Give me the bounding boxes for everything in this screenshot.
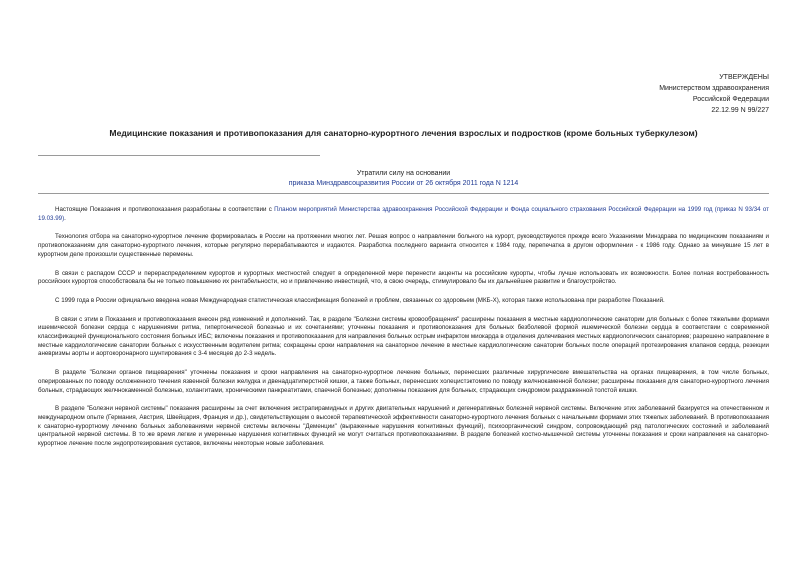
paragraph-4: С 1999 года в России официально введена новая Международная статистическая классификация болезней и проблем, связанных со здоровьем (МКБ-Х), которая также использована при разработке Показаний. [55, 296, 665, 304]
paragraph-2: Технология отбора на санаторно-курортное лечение формировалась в России на протяжении многих лет. Решая вопрос о направлении больного на курорт, руководствуются прежде всего Указаниями Минздрава по медицинским показаниям и противопоказаниям для санаторно-курортного лечения, которые регулярно перерабатываются и издаются. Разработка последнего варианта относится к 1984 году, перепечатка в другом оформлении - к 1986 году. Однако за минувшие 15 лет в курортном деле произошли существенные перемены. [38, 233, 769, 258]
annulled-note: Утратили силу на основании [356, 170, 451, 177]
paragraph-1 [38, 206, 769, 223]
paragraph-6: В разделе "Болезни органов пищеварения" уточнены показания и сроки направления на санаторно-курортное лечение больных, перенесших различные хирургические вмешательства на органах пищеварения, в том числе больных, оперированных по поводу осложненного течения язвенной болезни желудка и двенадцатиперстной кишки, а также больных, перенесших холецистэктомию по поводу желчнокаменной болезни; расширены показания для санаторно-курортного лечения больных, страдающих желчнокаменной болезнью, холангитами, хроническими панкреатитами, спаечной болезнью; дополнены показания для больных, страдающих синдромом раздраженной толстой кишки. [38, 369, 769, 394]
paragraph-1-text: Настоящие Показания и противопоказания разработаны в соответствии с [55, 206, 275, 213]
approval-stamp [659, 72, 769, 116]
paragraph-3: В связи с распадом СССР и перераспределением курортов и курортных местностей следует в определенной мере перенести акценты на российские курорты, чтобы лучше использовать их возможности. Более полная востребованность российских курортов способствовала бы не только повышению их рентабельности, но и привлечению инвестиций, что, в свою очередь, стимулировало бы их дальнейшее развитие и благоустройство. [38, 269, 769, 286]
paragraph-5: В связи с этим в Показания и противопоказания внесен ряд изменений и дополнений. Так, в разделе "Болезни системы кровообращения" расширены показания в местные кардиологические санатории для больных с более тяжелыми формами ишемической болезни сердца с нарушениями ритма, гипертонической болезнью и их сочетаниями; уточнены показания и противопоказания для больных безболевой формой ишемической болезни сердца в соответствии с современной классификацией функционального состояния больных ИБС; включены показания и противопоказания для направления больных острым инфарктом миокарда в отделения долечивания местных кардиологических санаториев; разрешено направление в местные кардиологические санатории больных с искусственным водителем ритма; сокращены сроки направления на санаторное лечение в местные кардиологические санатории больных после операций протезирования клапанов сердца, резекции аневризмы аорты и аортокоронарного шунтирования с 3-4 месяцев до 2-3 недель. [38, 315, 769, 358]
approval-line-1: УТВЕРЖДЕНЫ [719, 74, 769, 81]
document-title: Медицинские показания и противопоказания для санаторно-курортного лечения взрослых и подростков (кроме больных туберкулезом) [109, 128, 698, 138]
paragraph-1-end: . [64, 214, 66, 222]
divider-short [38, 155, 320, 156]
annulled-order-link[interactable]: приказа Минздравсоцразвития России от 26 октября 2011 года N 1214 [288, 180, 519, 187]
approval-line-3: Российской Федерации [692, 96, 769, 103]
approval-line-4: 22.12.99 N 99/227 [711, 107, 769, 114]
plan-of-measures-link[interactable]: Планом мероприятий Министерства здравоохранения Российской Федерации и Фонда социального страхования Российской Федерации на 1999 год (приказ N 93/34 от 19.03.99) [38, 206, 769, 222]
divider-full [38, 193, 769, 194]
paragraph-7: В разделе "Болезни нервной системы" показания расширены за счет включения экстрапирамидных и других двигательных нарушений и дегенеративных болезней нервной системы. Включение этих заболеваний базируется на отечественном и международном опыте (Германия, Австрия, Швейцария, Франция и др.), свидетельствующем о высокой терапевтической эффективности санаторно-курортного лечения больных с начальными формами этих тяжелых заболеваний. В противопоказания к санаторно-курортному лечению больных заболеваниями нервной системы включены "Деменции" (выраженные нарушения когнитивных функций), психоорганический синдром, сопровождающий ряд патологических состояний и заболеваний центральной нервной системы. В то же время легкие и умеренные нарушения когнитивных функций не могут считаться противопоказаниями. В разделе болезней костно-мышечной системы уточнены показания и сроки направления на санаторно-курортное лечение после эндопротезирования суставов, включены некоторые новые заболевания. [38, 405, 769, 448]
document-body [38, 206, 769, 459]
approval-line-2: Министерством здравоохранения [659, 85, 769, 92]
